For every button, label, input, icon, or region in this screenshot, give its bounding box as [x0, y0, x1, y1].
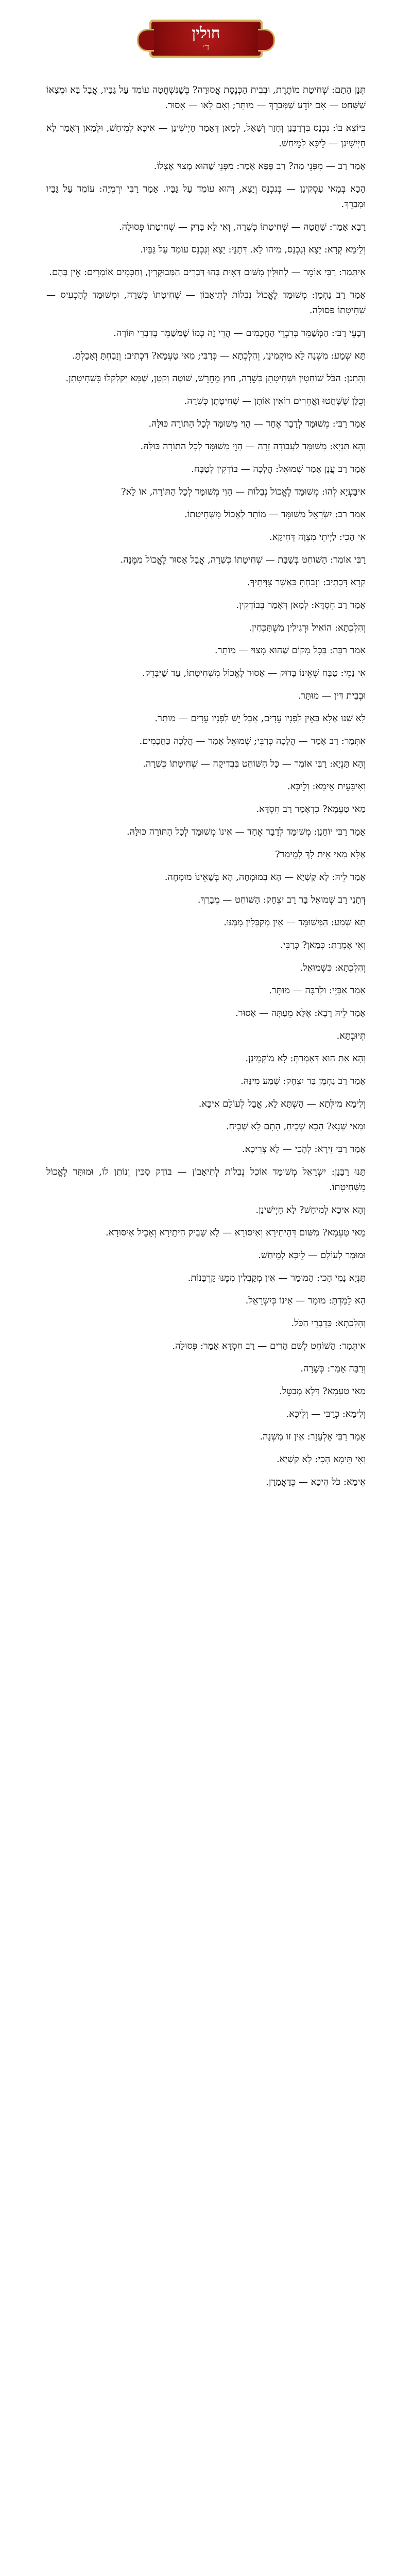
paragraph: וְהִלְכְתָא: כְּדִבְרֵי הַכֹּל.: [291, 1318, 366, 1329]
paragraph: אִיבָּעְיָא לְהוּ: מְשׁוּמָּד לֶאֱכוֹל נְבֵלוֹת — הָוֵי מְשׁוּמָּד לְכָל הַתּוֹרָה, אוֹ לָא?: [121, 486, 366, 497]
paragraph: תַּנְיָא נָמֵי הָכִי: הַמּוּמָר — אֵין מְקַבְּלִין מִמֶּנּוּ קָרְבָּנוֹת.: [187, 1273, 366, 1283]
paragraph: רָבָא אָמַר: שָׁחֲטָה — שְׁחִיטָתוֹ כְּשֵׁרָה, וְאִי לָא בָּדַק — שְׁחִיטָתוֹ פְּסוּלָה.: [119, 222, 366, 232]
page-header: [0, 0, 412, 77]
paragraph: תָּא שְׁמַע: מִשְׁנָה לָא מוֹקְמִינַן, וְהִלְכְתָא — כְּרַבִּי; מֵאי טַעְמָא? דִּכְתִיב: וְזָבַחְתָּ וְאָכַלְתָּ.: [72, 350, 366, 361]
paragraph: מַאי טַעְמָא? כִּדְאָמַר רַב חִסְדָּא.: [256, 804, 366, 815]
paragraph: אָמַר אַבָּיֵי: וּלְרַבָּה — מוּתָּר.: [269, 985, 366, 996]
paragraph: וְלֵימָא: כְּרַבִּי — וְלֵיכָּא.: [286, 1409, 366, 1419]
paragraph: וְהָא תַּנְיָא: רַבִּי אוֹמֵר — כָּל הַשּׁוֹחֵט בִּבְדִיקָה — שְׁחִיטָתוֹ כְּשֵׁרָה.: [143, 758, 366, 769]
paragraph: וְהָא אַתְּ הוּא דְּאָמְרַתְּ: לָא מוֹקְמִינַן.: [245, 1053, 366, 1064]
paragraph: וְהָא תַּנְיָא: מְשׁוּמָּד לַעֲבוֹדָה זָרָה — הֲוֵי מְשׁוּמָּד לְכָל הַתּוֹרָה כּוּלָּהּ.: [140, 441, 366, 452]
paragraph: דְּתָנֵי רַב שְׁמוּאֵל בַּר רַב יִצְחָק: הַשּׁוֹחֵט — מְבַרֵךְ.: [197, 894, 366, 905]
paragraph: אִתְּמַר: רַב אָמַר — הֲלָכָה כְּרַבִּי; שְׁמוּאֵל אָמַר — הֲלָכָה כַּחֲכָמִים.: [139, 736, 366, 747]
paragraph: הָכָא בְּמַאי עָסְקִינַן — בְּנִכְנַס וְיָצָא, וְהוּא עוֹמֵד עַל גַּבָּיו. אָמַר רַבִּי יִרְמְיָה: עוֹמֵד עַל גַּבָּיו וּמְבַרֵךְ.: [46, 183, 366, 210]
paragraph: אָמַר רַב עֲנָן אָמַר שְׁמוּאֵל: הֲלָכָה — בּוֹדְקִין לְטַבָּח.: [191, 464, 366, 474]
paragraph: אָמַר רַבִּי: מְשׁוּמָּד לְדָבָר אֶחָד — הֲוֵי מְשׁוּמָּד לְכָל הַתּוֹרָה כּוּלָּהּ.: [148, 418, 366, 429]
paragraph: וְלֵימָא מִילְּתָא — הַשְׁתָּא לָא, אֲבָל לְעוֹלָם אִיכָּא.: [198, 1098, 366, 1109]
paragraph: מַאי טַעְמָא? דְּלָא מְבַטֵּל.: [279, 1386, 366, 1397]
paragraph: וְהִלְכְתָא: הוֹאִיל וּרְגִילִין מִשְׁתַּכְּחִין.: [249, 622, 366, 633]
text-body: [46, 82, 366, 1497]
paragraph: אָמַר רַב: יִשְׂרָאֵל מְשׁוּמָּד — מוֹתָר לֶאֱכוֹל מִשְּׁחִיטָתוֹ.: [184, 509, 366, 520]
folio-number: ד׳: [202, 42, 210, 53]
paragraph: לָא שְׁנוּ אֶלָּא בְּאֵין לְפָנָיו עֵדִים, אֲבָל יֵשׁ לְפָנָיו עֵדִים — מוּתָּר.: [154, 713, 366, 724]
paragraph: כִּיּוֹצֵא בּוֹ: נִכְנַס בִּדְרַבָּנַן וְחָזַר וְשָׁאַל, לְמַאן דְּאָמַר חָיְישִׁינַן — אִיכָּא לְמֵיחַשׁ, וּלְמַאן דְּאָמַר לָא חָיְישִׁינַן — לֵיכָּא לְמֵיחַשׁ.: [46, 123, 366, 149]
paragraph: וּמַאי שְׁנָא? הָכָא שְׁכִיחַ, הָתָם לָא שְׁכִיחַ.: [226, 1121, 366, 1132]
paragraph: קְרָא דִּכְתִיב: וְזָבַחְתָּ כַּאֲשֶׁר צִוִּיתִיךָ.: [247, 577, 366, 588]
paragraph: אָמַר רַב — מִפְּנֵי מַה? רַב פָּפָּא אָמַר: מִפְּנֵי שֶׁהוּא מָצוּי אֶצְלוֹ.: [153, 161, 366, 172]
paragraph: וּבְבֵית דִּין — מוּתָּר.: [298, 690, 366, 701]
paragraph: אָמַר רַבִּי יוֹחָנָן: מְשׁוּמָּד לְדָבָר אֶחָד — אֵינוֹ מְשׁוּמָּד לְכָל הַתּוֹרָה כּוּלָּהּ.: [126, 826, 366, 837]
paragraph: וְהִלְכְתָא: כִּשְׁמוּאֵל.: [300, 962, 366, 973]
paragraph: תָּא שְׁמַע: הַמְּשׁוּמָּד — אֵין מְקַבְּלִין מִמֶּנּוּ.: [224, 917, 366, 928]
paragraph: תְּיוּבְתָּא.: [336, 1030, 366, 1041]
paragraph: אִיתְּמַר: הַשּׁוֹחֵט לְשֵׁם הָרִים — רַב חִסְדָּא אָמַר: פְּסוּלָה.: [172, 1341, 366, 1351]
paragraph: וְהָא אִיכָּא לְמֵיחַשׁ? לָא חָיְישִׁינַן.: [255, 1205, 366, 1215]
paragraph: אִי הָכִי: לַיְיתֵי מִצְוָה דְּחִיקָא.: [269, 532, 366, 543]
paragraph: הָא לָמַדְתָּ: מוּמָר — אֵינוֹ כְּיִשְׂרָאֵל.: [245, 1295, 366, 1306]
paragraph: וְאִי תֵּימָא הָכִי: לָא קַשְׁיָא.: [277, 1454, 366, 1465]
paragraph: וּמוּמָר לְעוֹלָם — לֵיכָּא לְמֵיחַשׁ.: [258, 1250, 366, 1261]
paragraph: אָמַר רַב נַחְמָן: מְשׁוּמָּד לֶאֱכוֹל נְבֵלוֹת לְתֵיאָבוֹן — שְׁחִיטָתוֹ כְּשֵׁרָה, וּמְשׁוּמָּד לְהַכְעִיס — שְׁחִיטָתוֹ פְּסוּלָה.: [46, 290, 366, 316]
paragraph: וְרַבָּה אָמַר: כְּשֵׁרָה.: [300, 1363, 366, 1374]
paragraph: דְּבָעֵי רַבִּי: הַמְּשַׁמֵּר בְּדִבְרֵי הַחֲכָמִים — הֲרֵי זֶה כְּמוֹ שֶׁמְּשַׁמֵּר בְּדִבְרֵי תּוֹרָה.: [113, 328, 366, 338]
paragraph: אָמַר רַבִּי אֶלְעָזָר: אֵין זוֹ מִשְׁנָה.: [260, 1431, 366, 1442]
paragraph: אֶלָּא מַאי אִית לָךְ לְמֵימַר?: [275, 849, 366, 860]
tractate-title: חולין: [192, 24, 220, 42]
paragraph: אָמַר רַבִּי זֵירָא: לְהָכִי — לָא צְרִיכָא.: [242, 1144, 366, 1155]
paragraph: וְאִיבָּעֵית אֵימָא: וְלֵיכָּא.: [287, 781, 366, 792]
paragraph: אֵימָא: כֹּל הֵיכָא — כְּדַאֲמַרַן.: [266, 1477, 366, 1487]
paragraph: וְהָתְנַן: הַכֹּל שׁוֹחֲטִין וּשְׁחִיטָתָן כְּשֵׁרָה, חוּץ מֵחֵרֵשׁ, שׁוֹטֶה וְקָטָן, שֶׁמָּא יְקַלְקְלוּ בִּשְׁחִיטָתָן.: [65, 373, 366, 384]
paragraph: תָּנוּ רַבָּנַן: יִשְׂרָאֵל מְשׁוּמָּד אוֹכֵל נְבֵלוֹת לְתֵיאָבוֹן — בּוֹדֵק סַכִּין וְנוֹתֵן לוֹ, וּמוּתָּר לֶאֱכוֹל מִשְּׁחִיטָתוֹ.: [46, 1166, 366, 1193]
paragraph: תְּנַן הָתָם: שְׁחִיטַת מוֹתֶרֶת, וּבְבֵית הַכְּנֶסֶת אֲסוּרָה? בְּשֶׁנִּשְׁחֲטָה עוֹמֵד עַל גַּבָּיו, אֲבָל בָּא וּמְצָאוֹ שֶׁשָּׁחַט — אִם יוֹדֵעַ שֶׁמְּבַרֵךְ — מוּתָּר; וְאִם לָאו — אָסוּר.: [46, 84, 366, 111]
paragraph: רַבִּי אוֹמֵר: הַשּׁוֹחֵט בְּשַׁבָּת — שְׁחִיטָתוֹ כְּשֵׁרָה, אֲבָל אָסוּר לֶאֱכוֹל מִמֶּנָּה.: [120, 554, 366, 565]
paragraph: וְכֻלָּן שֶׁשָּׁחֲטוּ וַאֲחֵרִים רוֹאִין אוֹתָן — שְׁחִיטָתָן כְּשֵׁרָה.: [184, 396, 366, 406]
paragraph: וְאִי אָמְרַתְּ: כְּמַאן? כְּרַבִּי.: [280, 940, 366, 951]
paragraph: אִי נָמֵי: טַבָּח שֶׁאֵינוֹ בָּדוּק — אָסוּר לֶאֱכוֹל מִשְּׁחִיטָתוֹ, עַד שֶׁיִּבָּדֵק.: [142, 668, 366, 679]
paragraph: מֵאי טַעְמָא? מִשּׁוּם דְּהֵיתֵירָא וְאִיסּוּרָא — לָא שָׁבֵיק הֵיתֵירָא וְאָכֵיל אִיסּוּרָא.: [105, 1227, 366, 1238]
paragraph: אָמַר רַבָּה: בְּכָל מָקוֹם שֶׁהוּא מָצוּי — מוֹתָר.: [214, 645, 366, 656]
paragraph: אָמַר רַב נַחְמָן בַּר יִצְחָק: שְׁמַע מִינַּהּ.: [241, 1076, 366, 1087]
tractate-banner: [149, 20, 263, 58]
paragraph: אָמַר לֵיהּ: לָא קַשְׁיָא — הָא בְּמוּמְחֶה, הָא בְּשֶׁאֵינוֹ מוּמְחֶה.: [164, 872, 366, 883]
paragraph: אִיתְּמַר: רַבִּי אוֹמֵר — לְחוּלִּין מִשּׁוּם דְּאִית בְּהוּ דְּבָרִים הַמְּבוּקָּרִין, וְחַכָּמִים אוֹמְרִים: אֵין בָּהֶם.: [49, 267, 366, 278]
paragraph: אָמַר לֵיהּ רָבָא: אֶלָּא מֵעַתָּה — אָסוּר.: [235, 1008, 366, 1019]
paragraph: וְלֵימָא קְרָא: יָצָא וְנִכְנַס, מִיהוּ לָא. דְּתָנֵי: יָצָא וְנִכְנַס עוֹמֵד עַל גַּבָּיו.: [140, 244, 366, 255]
paragraph: אָמַר רַב חִסְדָּא: לְמַאן דְּאָמַר בְּבוֹדְקִין.: [236, 600, 366, 611]
